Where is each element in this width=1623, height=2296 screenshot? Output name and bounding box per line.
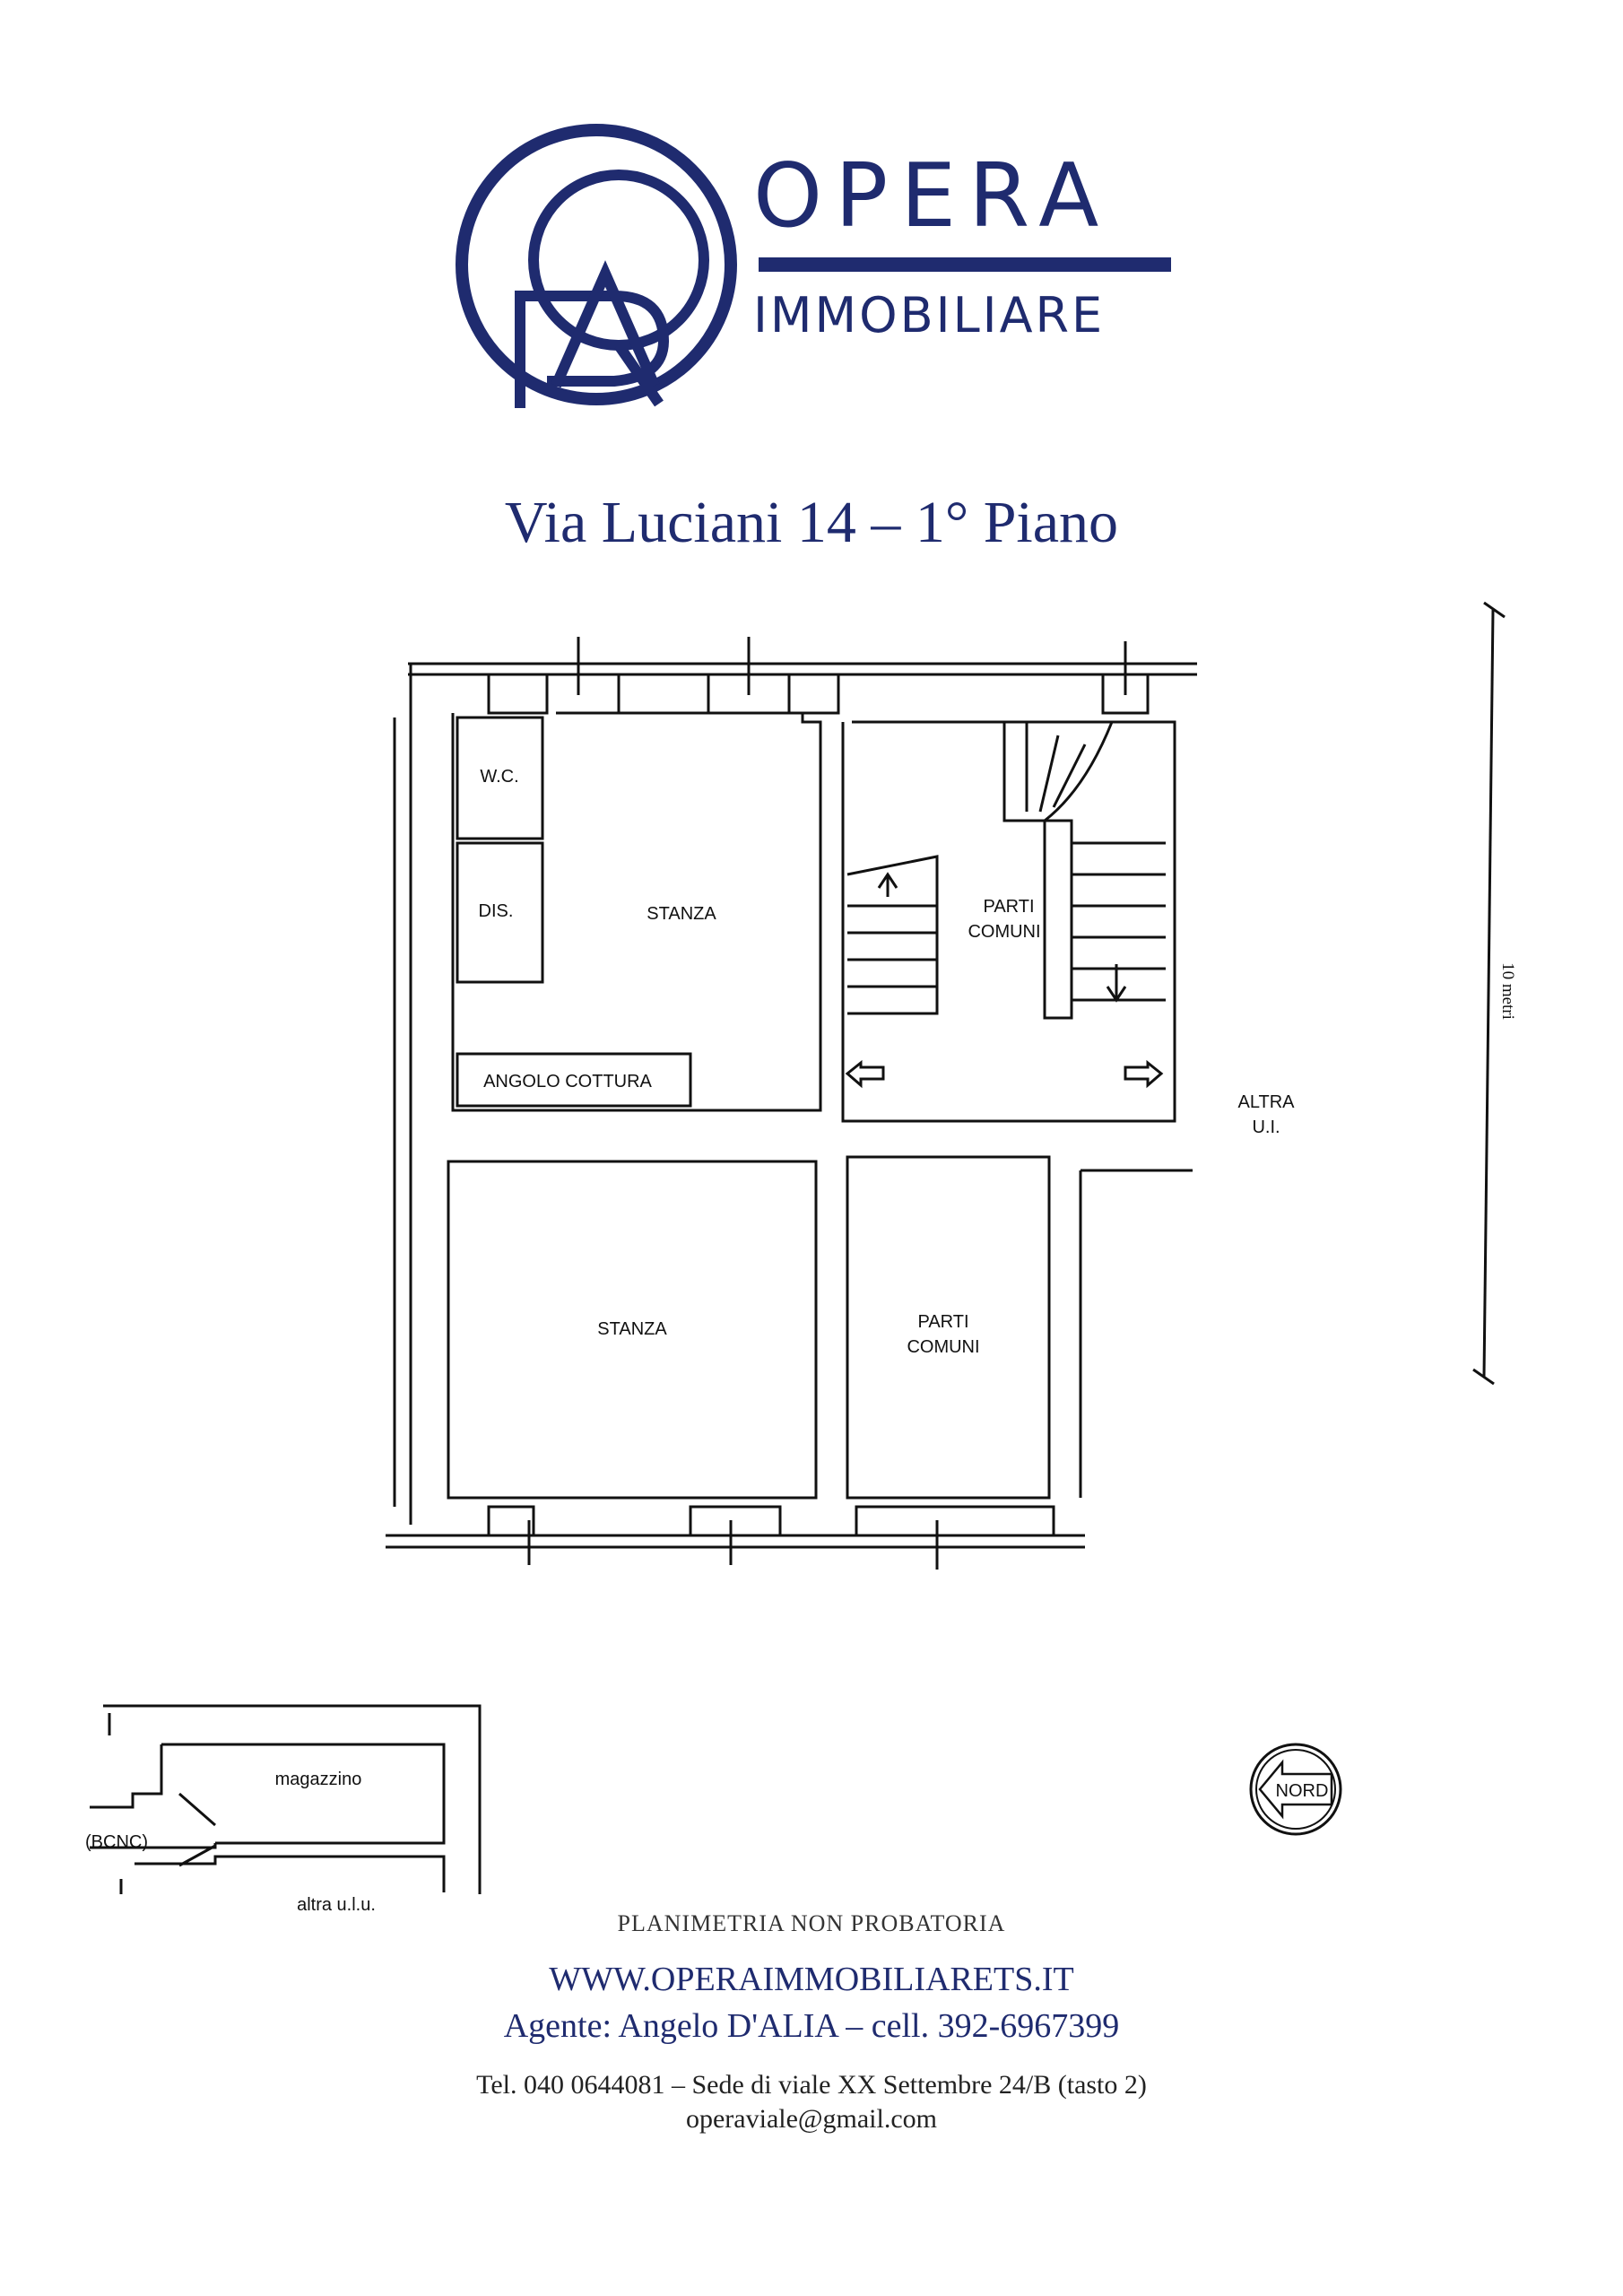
north-compass-icon: [1251, 1744, 1341, 1834]
brand-subtitle: IMMOBILIARE: [753, 287, 1106, 344]
room-label-parti-comuni: COMUNI: [907, 1337, 980, 1357]
room-label-stanza: STANZA: [647, 904, 716, 924]
room-label-dis: DIS.: [478, 901, 514, 921]
storage-label-bcnc: (BCNC): [85, 1832, 148, 1852]
room-label-parti-comuni: PARTI: [983, 897, 1035, 917]
room-label-parti-comuni: COMUNI: [968, 922, 1041, 942]
agent-contact: Agente: Angelo D'ALIA – cell. 392-6967399: [503, 2007, 1120, 2045]
page-title: Via Luciani 14 – 1° Piano: [504, 490, 1119, 555]
email-link[interactable]: operaviale@gmail.com: [685, 2104, 938, 2134]
north-label: NORD: [1275, 1781, 1329, 1801]
room-label-wc: W.C.: [480, 767, 519, 787]
disclaimer-text: PLANIMETRIA NON PROBATORIA: [617, 1910, 1006, 1936]
room-label-parti-comuni: PARTI: [917, 1312, 969, 1332]
brand-name: OPERA: [753, 145, 1112, 248]
storage-label-altra-ulu: altra u.l.u.: [297, 1895, 376, 1915]
storage-label-magazzino: magazzino: [274, 1770, 362, 1789]
room-label-altra-ui: U.I.: [1252, 1118, 1280, 1137]
office-contacts: Tel. 040 0644081 – Sede di viale XX Settembre 24/B (tasto 2): [476, 2070, 1147, 2100]
room-label-altra-ui: ALTRA: [1237, 1092, 1295, 1112]
room-label-angolo-cottura: ANGOLO COTTURA: [483, 1072, 652, 1091]
scale-label: 10 metri: [1498, 962, 1517, 1020]
room-label-stanza: STANZA: [597, 1319, 667, 1339]
website-link[interactable]: WWW.OPERAIMMOBILIARETS.IT: [549, 1961, 1074, 1998]
